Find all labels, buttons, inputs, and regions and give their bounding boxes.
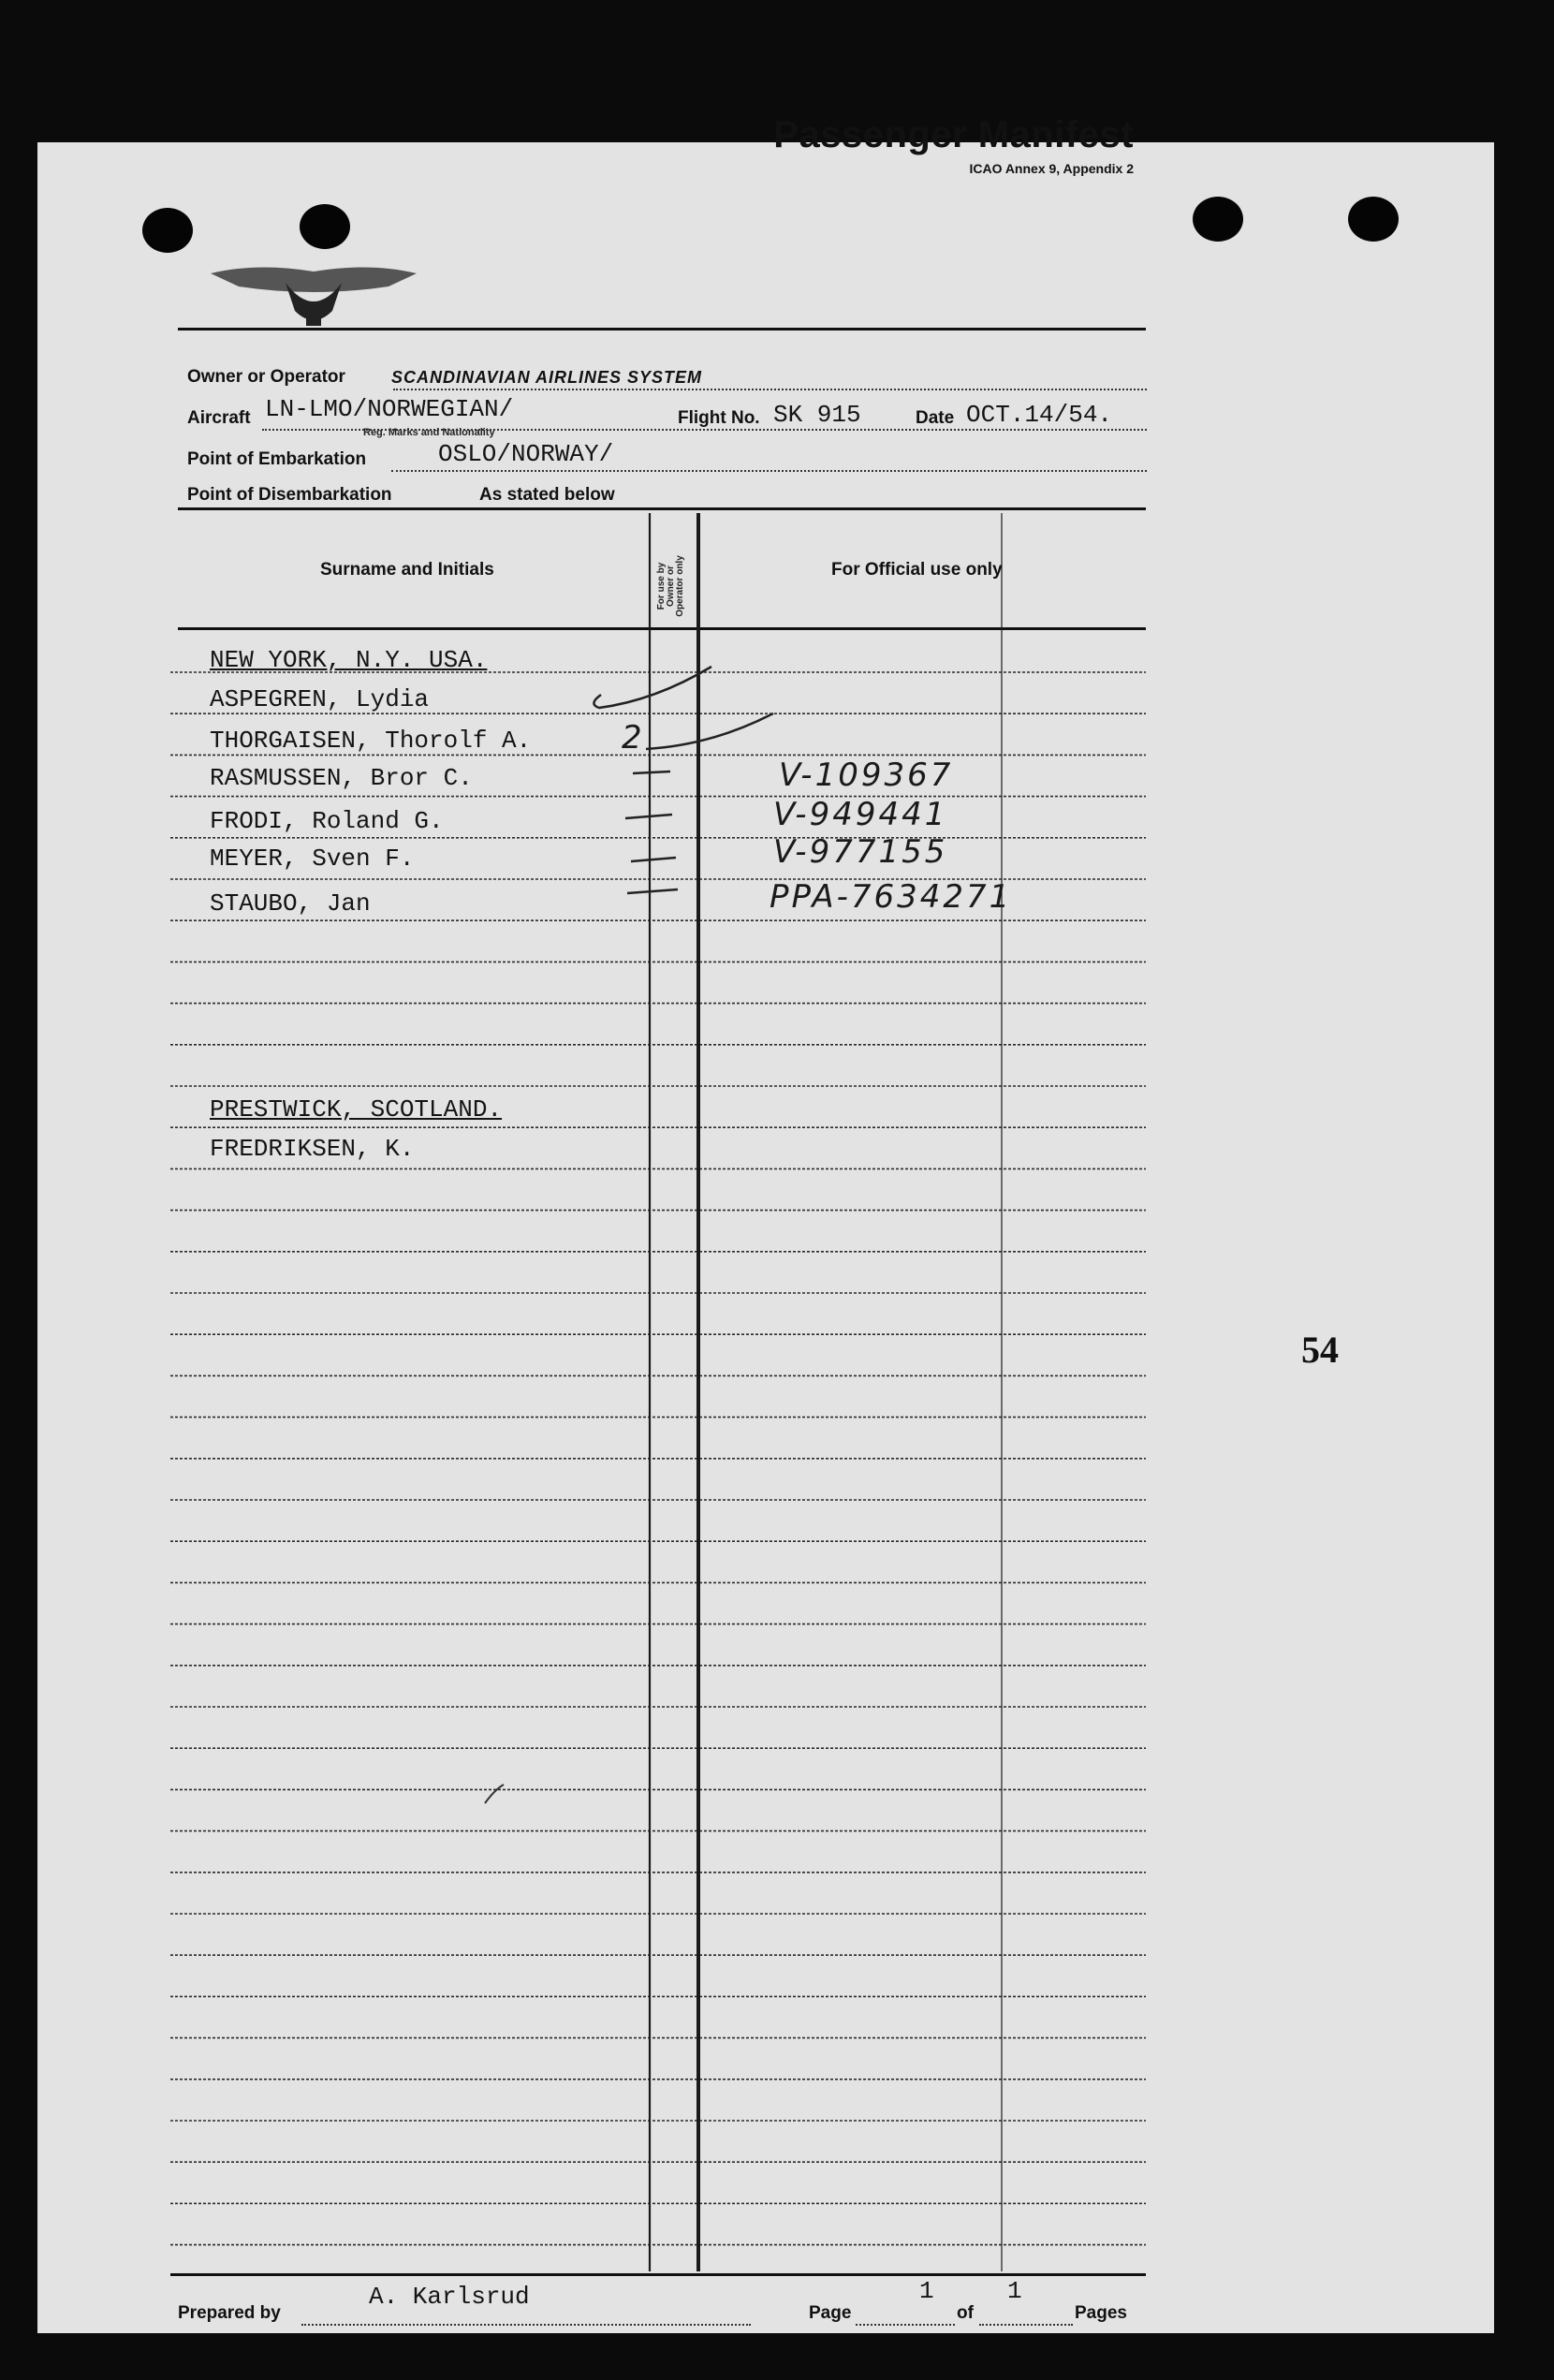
col-surname-header: Surname and Initials <box>320 560 494 580</box>
manifest-title: Passenger Manifest <box>773 114 1134 155</box>
owner-label: Owner or Operator <box>187 367 345 387</box>
pages-line <box>979 2324 1073 2326</box>
entry-official: V-949441 <box>773 796 948 833</box>
entry-name: FREDRIKSEN, K. <box>210 1135 415 1163</box>
manifest-subtitle: ICAO Annex 9, Appendix 2 <box>969 161 1134 176</box>
pages-label: Pages <box>1075 2303 1127 2323</box>
of-label: of <box>957 2303 974 2323</box>
entry-name: FRODI, Roland G. <box>210 807 444 835</box>
entry-name: ASPEGREN, Lydia <box>210 685 430 713</box>
page-line <box>856 2324 955 2326</box>
prepared-by-label: Prepared by <box>178 2303 281 2323</box>
entry-name: NEW YORK, N.Y. USA. <box>210 646 488 674</box>
prepared-by-value: A. Karlsrud <box>369 2283 530 2311</box>
page-label: Page <box>809 2303 852 2323</box>
entry-name: THORGAISEN, Thorolf A. <box>210 727 532 755</box>
col-owner-use-header: For use by Owner or Operator only <box>656 555 685 617</box>
as-stated-label: As stated below <box>479 485 615 505</box>
flight-no-label: Flight No. <box>678 408 760 428</box>
entry-name: STAUBO, Jan <box>210 889 371 918</box>
entry-name: RASMUSSEN, Bror C. <box>210 764 473 792</box>
date-value: OCT.14/54. <box>966 401 1113 429</box>
entry-mark: 2 <box>622 719 645 757</box>
operator-stamp: SCANDINAVIAN AIRLINES SYSTEM <box>391 368 703 387</box>
flight-no-value: SK 915 <box>773 401 861 429</box>
entry-official: V-109367 <box>779 757 954 794</box>
aircraft-label: Aircraft <box>187 408 251 428</box>
date-label: Date <box>916 408 955 428</box>
embarkation-value: OSLO/NORWAY/ <box>438 440 614 468</box>
reg-marks-label: Reg. Marks and Nationality <box>363 427 495 438</box>
pages-value: 1 <box>1007 2277 1022 2305</box>
entry-name: MEYER, Sven F. <box>210 845 415 873</box>
aircraft-value: LN-LMO/NORWEGIAN/ <box>265 395 514 423</box>
prepared-by-line <box>301 2324 751 2326</box>
disembarkation-label: Point of Disembarkation <box>187 485 392 505</box>
page-value: 1 <box>919 2277 934 2305</box>
embarkation-label: Point of Embarkation <box>187 449 367 469</box>
entry-name: PRESTWICK, SCOTLAND. <box>210 1095 503 1124</box>
footer-rule <box>170 2273 1146 2276</box>
entry-official: V-977155 <box>773 833 948 871</box>
entry-official: PPA-7634271 <box>770 878 1013 916</box>
col-official-header: For Official use only <box>831 560 1003 580</box>
margin-page-number: 54 <box>1301 1329 1339 1371</box>
